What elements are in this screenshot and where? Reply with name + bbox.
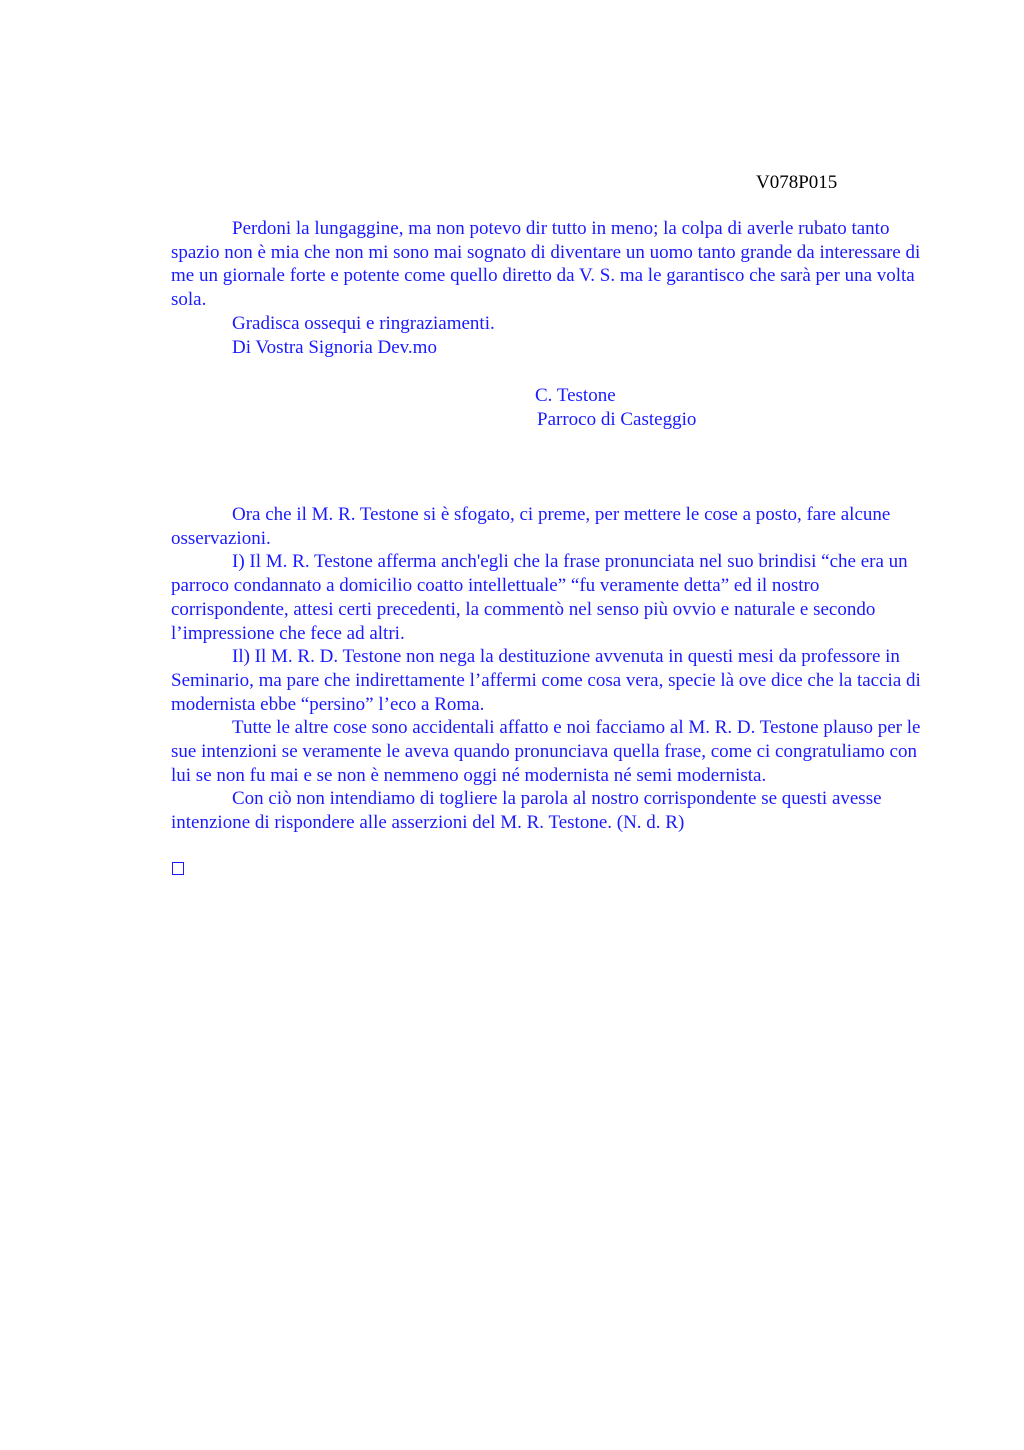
note-paragraph-remarks: Tutte le altre cose sono accidentali affatto e noi facciamo al M. R. D. Testone plauso per le sue intenzioni se veramente le aveva quando pronunciava quella frase, come ci congratuliamo con lui se non fu mai e se non è nemmeno oggi né modernista né semi modernista. bbox=[171, 717, 921, 786]
signature-title: Parroco di Casteggio bbox=[537, 409, 697, 430]
letter-closing bbox=[171, 217, 927, 359]
note-paragraph-intro: Ora che il M. R. Testone si è sfogato, ci preme, per mettere le cose a posto, fare alcune osservazioni. bbox=[171, 504, 891, 549]
note-paragraph-point-2: Il) Il M. R. D. Testone non nega la destituzione avvenuta in questi mesi da professore in Seminario, ma pare che indirettamente l’affermi come cosa vera, specie là ove dice che la taccia di modernista ebbe “persino” l’eco a Roma. bbox=[171, 646, 921, 715]
end-marker-box bbox=[172, 862, 184, 875]
editorial-note bbox=[171, 503, 927, 835]
note-paragraph-closing: Con ciò non intendiamo di togliere la parola al nostro corrispondente se questi avesse intenzione di rispondere alle asserzioni del M. R. Testone. (N. d. R) bbox=[171, 788, 882, 834]
page-identifier: V078P015 bbox=[756, 172, 838, 193]
letter-paragraph: Perdoni la lungaggine, ma non potevo dir tutto in meno; la colpa di averle rubato tanto spazio non è mia che non mi sono mai sognato di diventare un uomo tanto grande da interessare di me un giornale forte e potente come quello diretto da V. S. ma le garantisco che sarà per una volta sola. bbox=[171, 218, 921, 311]
signature-name: C. Testone bbox=[535, 385, 616, 406]
letter-salutation: Di Vostra Signoria Dev.mo bbox=[232, 336, 437, 358]
note-paragraph-point-1: I) Il M. R. Testone afferma anch'egli che la frase pronunciata nel suo brindisi “che era un parroco condannato a domicilio coatto intellettuale” “fu veramente detta” ed il nostro corrispondente, attesi certi precedenti, la commentò nel senso più ovvio e naturale e secondo l’impressione che fece ad altri. bbox=[171, 551, 908, 644]
letter-greeting: Gradisca ossequi e ringraziamenti. bbox=[232, 312, 495, 334]
